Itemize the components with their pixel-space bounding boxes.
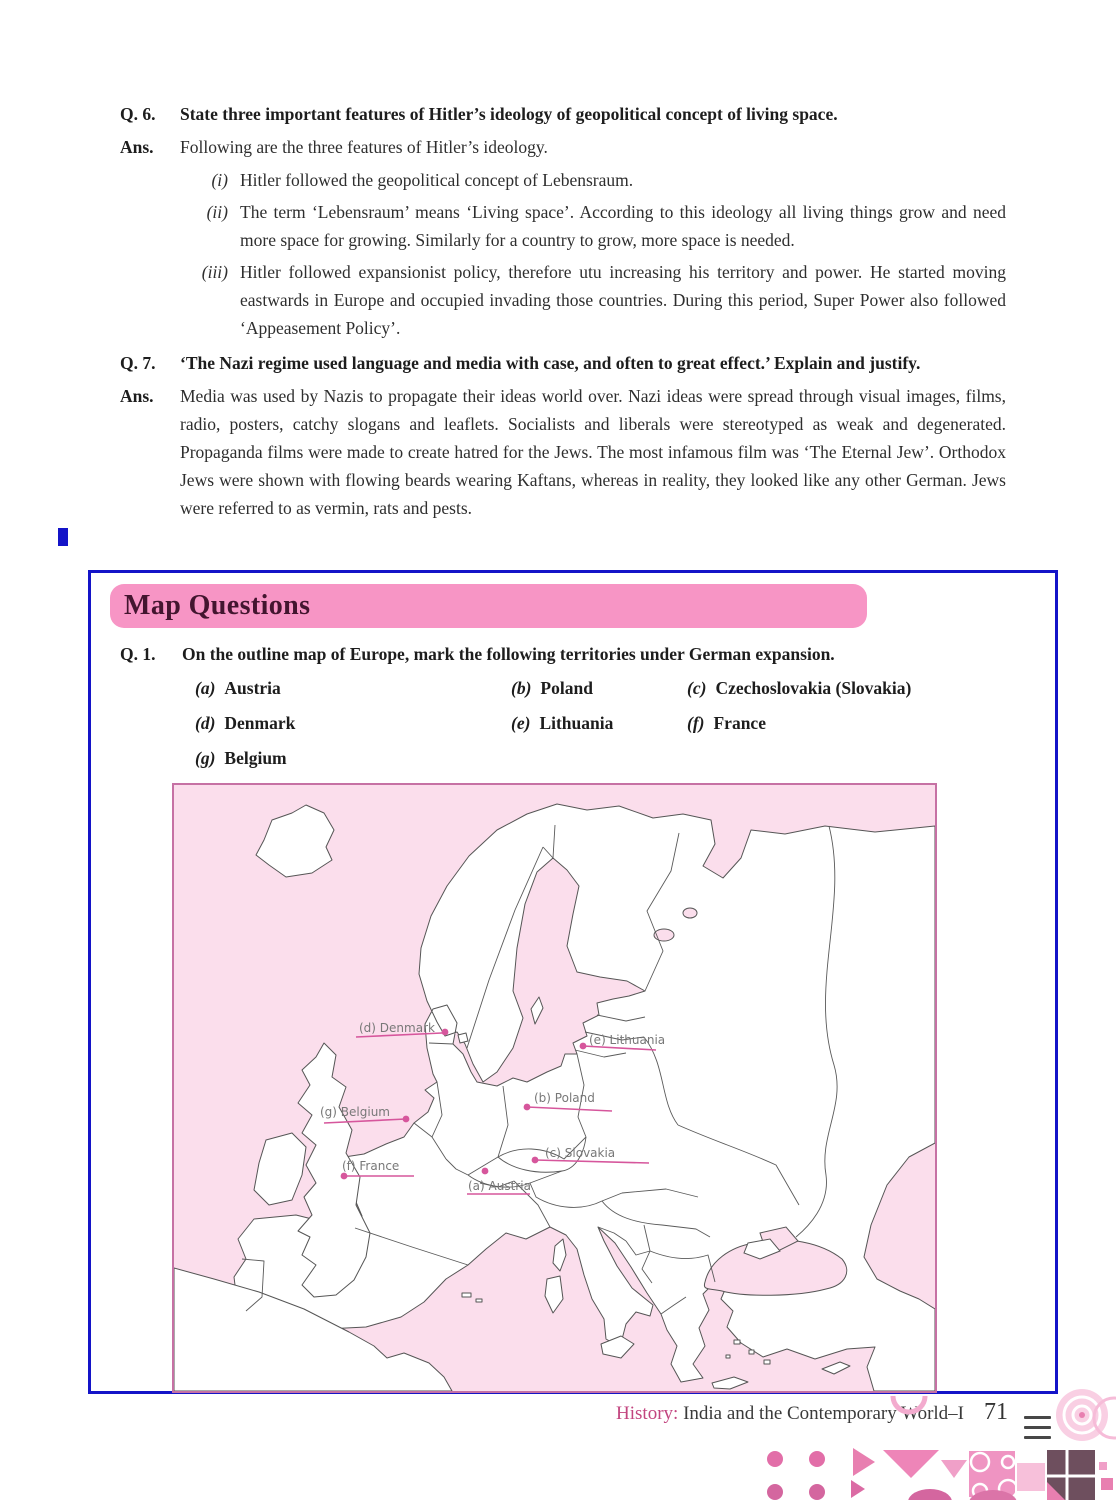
territory-options (195, 675, 1055, 772)
point-text: Hitler followed the geopolitical concept of Lebensraum. (240, 170, 634, 190)
question-text: ‘The Nazi regime used language and media with case, and often to great effect.’ Explain and justify. (180, 353, 921, 373)
margin-marker (58, 528, 68, 546)
triangle-decoration (941, 1460, 967, 1478)
arc-decoration (893, 1396, 925, 1412)
option-key: (e) (511, 713, 531, 733)
svg-text:(c) Slovakia: (c) Slovakia (545, 1146, 616, 1160)
square-decoration (1017, 1463, 1045, 1491)
point-numeral: (i) (211, 170, 228, 190)
blob-decoration (908, 1489, 952, 1500)
option-d (195, 710, 511, 737)
dot-decoration (767, 1484, 783, 1500)
question-label: Q. 1. (120, 644, 156, 664)
point-numeral: (ii) (206, 202, 228, 222)
question-text: On the outline map of Europe, mark the following territories under German expansion. (182, 644, 835, 664)
question-7 (120, 349, 1006, 377)
option-name: Lithuania (539, 713, 614, 733)
section-title: Map Questions (124, 590, 311, 621)
dot-decoration (1079, 1412, 1085, 1418)
option-name: France (713, 713, 766, 733)
triangle-decoration (883, 1450, 939, 1478)
answer-text: Media was used by Nazis to propagate their ideas world over. Nazi ideas were spread through visual images, films, radio, posters, catchy slogans and leaflets. Socialists and liberals were stereotyped as weak and degenerated. Propaganda films were made to create hatred for the Jews. The most infamous film was ‘The Eternal Jew’. Orthodox Jews were shown with flowing beards wearing Kaftans, whereas in reality, they looked like any other German. Jews were referred to as vermin, rats and pests. (180, 386, 1006, 518)
option-key: (f) (687, 713, 705, 733)
question-6 (120, 100, 1006, 128)
option-key: (d) (195, 713, 216, 733)
footer-subject: History: (616, 1403, 679, 1424)
option-name: Austria (224, 678, 281, 698)
option-b (511, 675, 687, 702)
option-key: (g) (195, 748, 216, 768)
aegean-island (764, 1360, 770, 1364)
section-banner (110, 584, 867, 628)
map-question-1 (120, 641, 1008, 668)
page-number: 71 (984, 1399, 1008, 1425)
dot-decoration (809, 1451, 825, 1467)
svg-text:(b) Poland: (b) Poland (534, 1091, 595, 1105)
triangle-decoration (853, 1448, 875, 1476)
balearic-island (462, 1293, 471, 1297)
question-text: State three important features of Hitler’s ideology of geopolitical concept of living space. (180, 104, 838, 124)
danish-isles (458, 1033, 468, 1043)
map-questions-box (88, 570, 1058, 1394)
answer-point-ii (182, 198, 1006, 254)
answer-label: Ans. (120, 137, 154, 157)
option-a (195, 675, 511, 702)
option-g (195, 745, 511, 772)
answer-7 (120, 382, 1006, 522)
answer-6 (120, 133, 1006, 161)
qa-section (120, 100, 1006, 527)
lake-onega (683, 908, 697, 918)
point-text: Hitler followed expansionist policy, therefore utu increasing his territory and power. He started moving eastwards in Europe and occupied invading those countries. During this period, Super Power also followed ‘Appeasement Policy’. (240, 262, 1006, 338)
option-c (687, 675, 1055, 702)
decorative-shapes (735, 1388, 1116, 1500)
aegean-island (749, 1350, 754, 1354)
option-name: Czechoslovakia (Slovakia) (715, 678, 912, 698)
answer-point-i (182, 166, 1006, 194)
dot-decoration (809, 1484, 825, 1500)
option-key: (c) (687, 678, 707, 698)
balearic-island (476, 1299, 482, 1302)
answer-intro: Following are the three features of Hitler’s ideology. (180, 137, 548, 157)
europe-map (172, 783, 937, 1393)
square-decoration (1099, 1462, 1107, 1470)
footer-title: India and the Contemporary World–I (678, 1403, 964, 1424)
svg-text:(a) Austria: (a) Austria (468, 1179, 531, 1193)
question-label: Q. 6. (120, 104, 156, 124)
svg-text:(d) Denmark: (d) Denmark (359, 1021, 435, 1035)
svg-text:(f) France: (f) France (342, 1159, 400, 1173)
europe-map-svg (174, 785, 935, 1391)
option-name: Belgium (224, 748, 287, 768)
option-e (511, 710, 687, 737)
svg-text:(e) Lithuania: (e) Lithuania (589, 1033, 666, 1047)
aegean-island (734, 1340, 740, 1344)
point-text: The term ‘Lebensraum’ means ‘Living space’. According to this ideology all living things grow and need more space for growing. Similarly for a country to grow, more space is needed. (240, 202, 1006, 250)
option-name: Denmark (224, 713, 296, 733)
svg-text:(g) Belgium: (g) Belgium (320, 1105, 390, 1119)
aegean-island (726, 1355, 730, 1358)
map-label-denmark (356, 1021, 448, 1037)
dot-decoration (767, 1451, 783, 1467)
option-key: (a) (195, 678, 216, 698)
question-label: Q. 7. (120, 353, 156, 373)
square-decoration (1101, 1478, 1113, 1490)
option-key: (b) (511, 678, 532, 698)
answer-label: Ans. (120, 386, 154, 406)
option-f (687, 710, 1055, 737)
point-numeral: (iii) (201, 262, 228, 282)
option-name: Poland (540, 678, 593, 698)
answer-point-iii (182, 258, 1006, 342)
triangle-decoration (851, 1480, 865, 1498)
